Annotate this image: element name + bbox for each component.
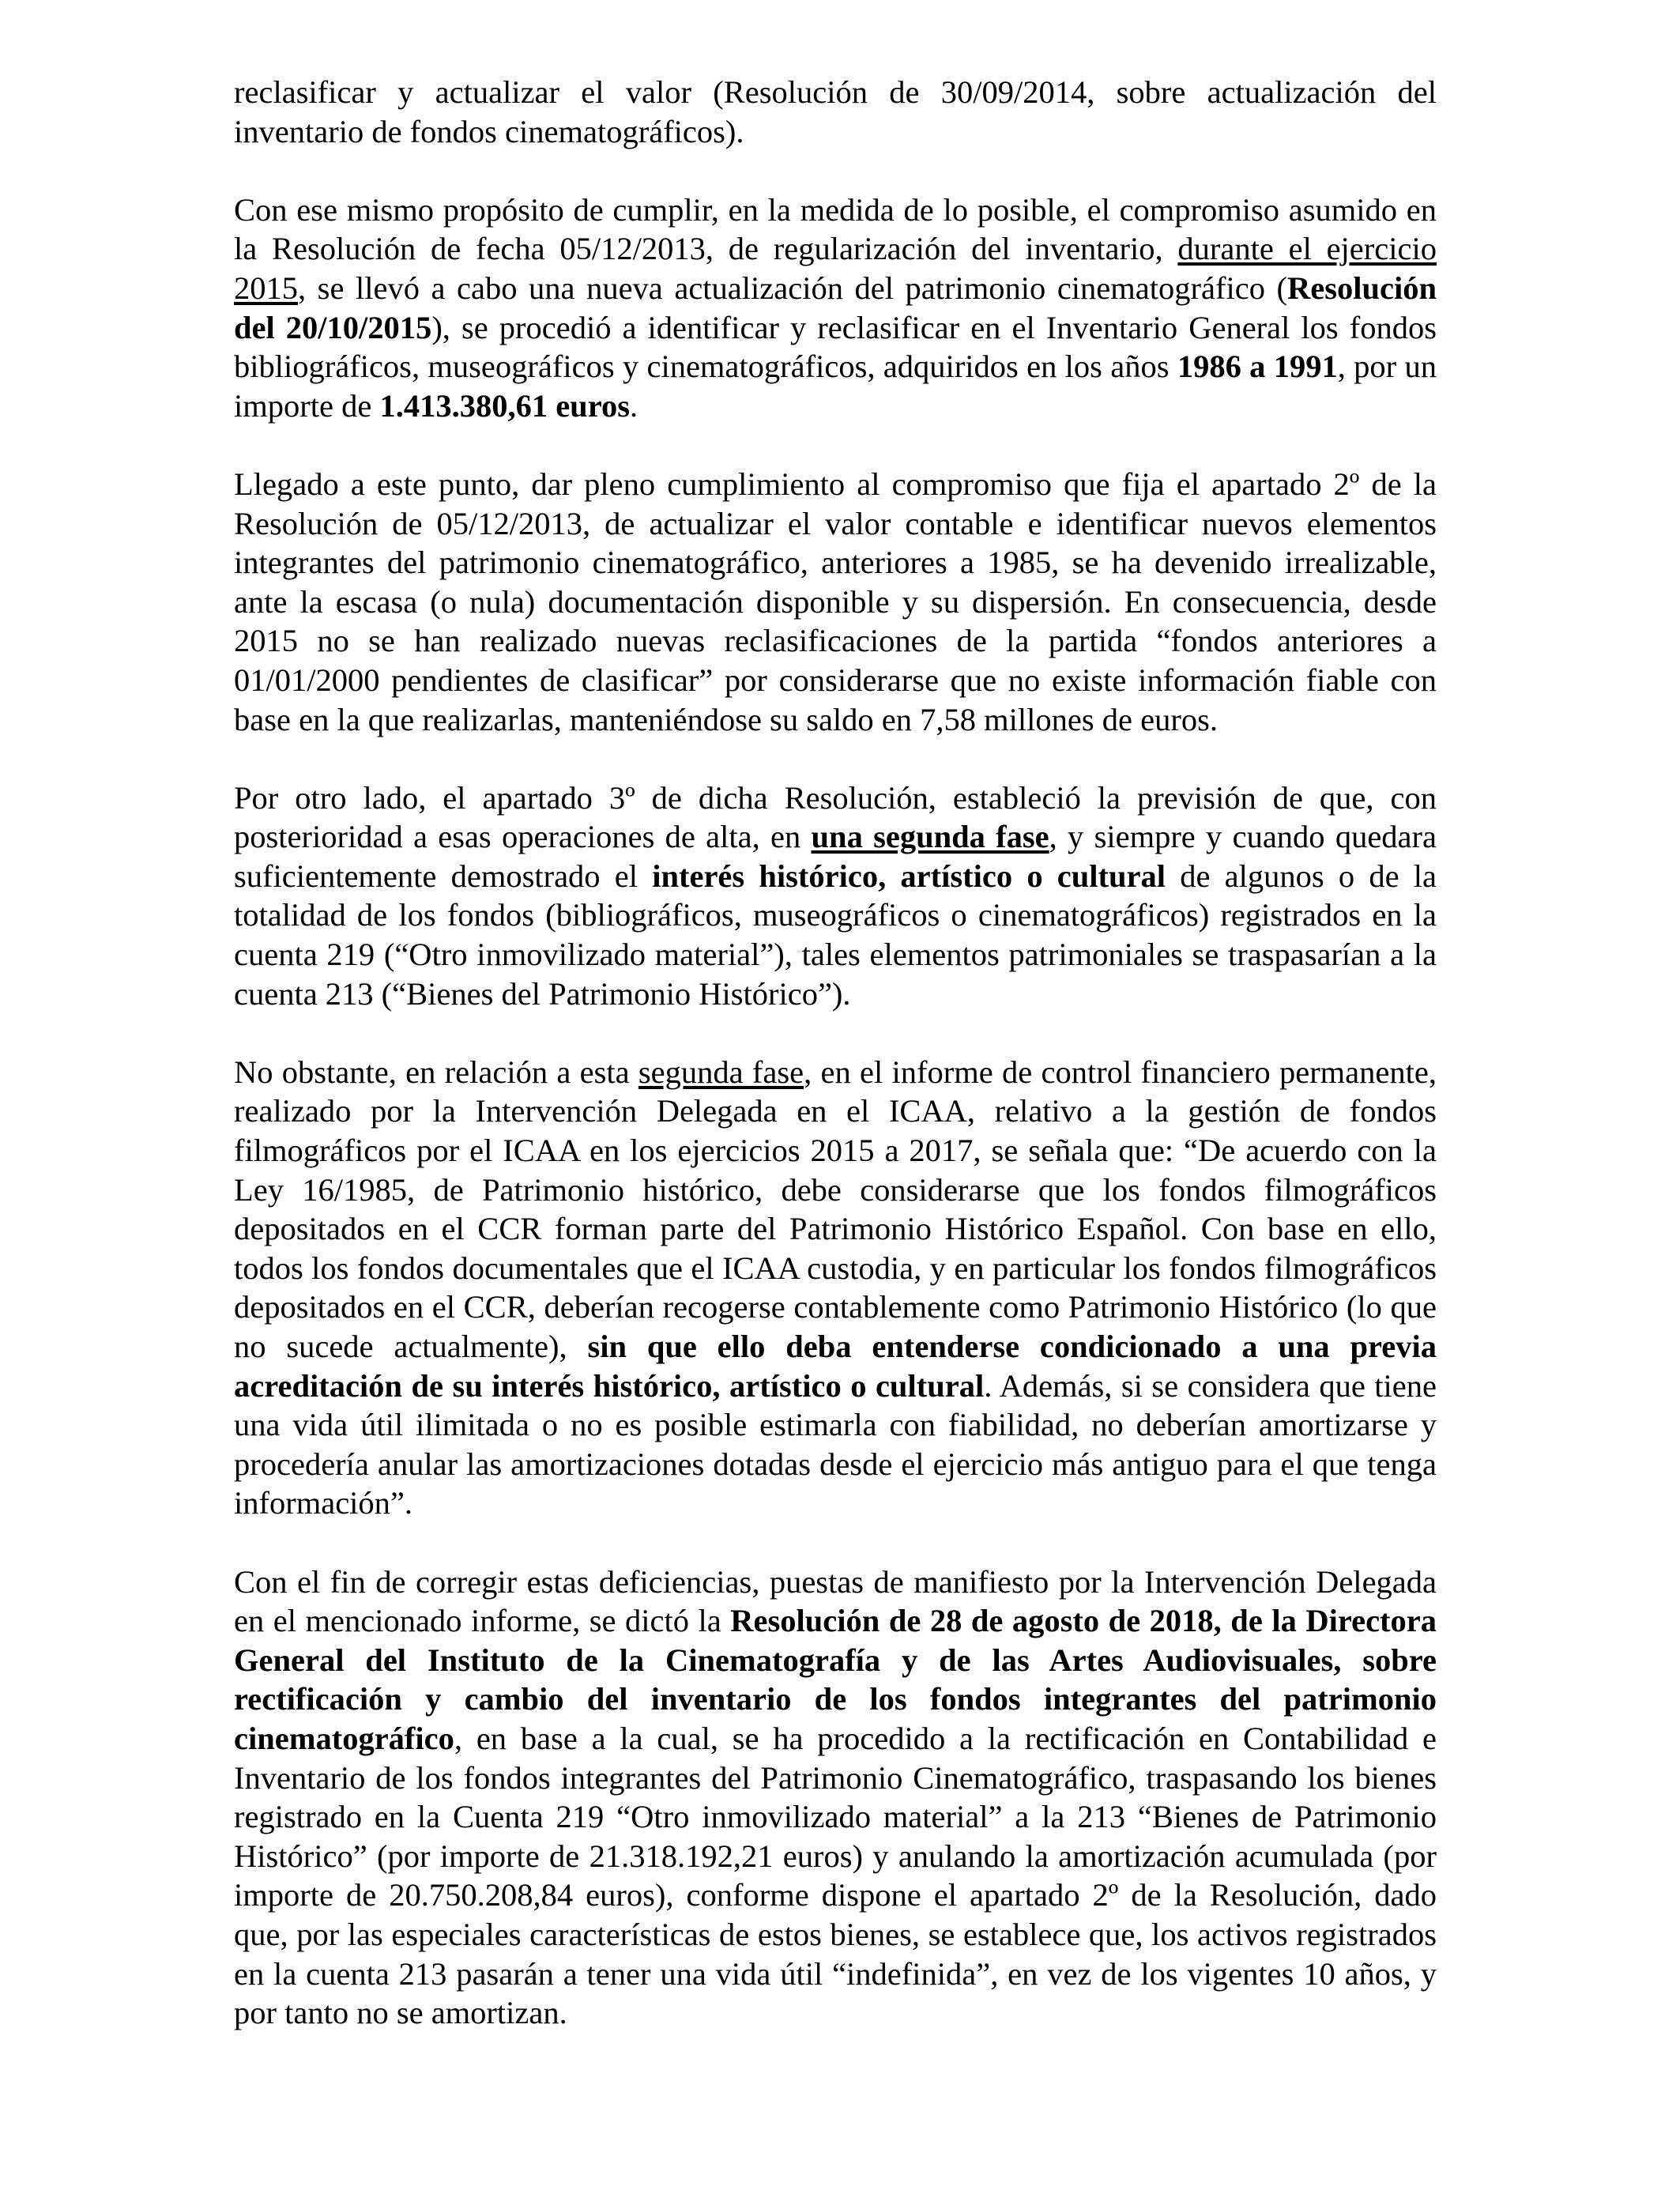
paragraph-2-text: . (629, 387, 638, 424)
bold-amount: 1.413.380,61 euros (379, 387, 630, 424)
paragraph-4 (234, 778, 1437, 1014)
paragraph-3-text: Llegado a este punto, dar pleno cumplimiento al compromiso que fija el apartado 2º de la Resolución de 05/12/2013, de actualizar el valor contable e identificar nuevos elementos integrantes del patrimonio cinematográfico, anteriores a 1985, se ha devenido irrealizable, ante la escasa (o nula) documentación disponible y su dispersión. En consecuencia, desde 2015 no se han realizado nuevas reclasificaciones de la partida “fondos anteriores a 01/01/2000 pendientes de clasificar” por considerarse que no existe información fiable con base en la que realizarlas, manteniéndose su saldo en 7,58 millones de euros. (234, 466, 1437, 737)
bold-underlined-segunda-fase (812, 819, 1049, 854)
bold-resolucion-28-agosto-2018: Resolución de 28 de agosto de 2018, de la Directora General del Instituto de la Cinematografía y de las Artes Audiovisuales, sobre rectificación y cambio del inventario de los fondos integrantes del patrimonio cinematográfico (234, 1603, 1437, 1756)
paragraph-5 (234, 1053, 1437, 1523)
paragraph-6-text: , en base a la cual, se ha procedido a la rectificación en Contabilidad e Inventario de los fondos integrantes del Patrimonio Cinematográfico, traspasando los bienes registrado en la Cuenta 219 “Otro inmovilizado material” a la 213 “Bienes de Patrimonio Histórico” (por importe de 21.318.192,21 euros) y anulando la amortización acumulada (por importe de 20.750.208,84 euros), conforme dispone el apartado 2º de la Resolución, dado que, por las especiales características de estos bienes, se establece que, los activos registrados en la cuenta 213 pasarán a tener una vida útil “indefinida”, en vez de los vigentes 10 años, y por tanto no se amortizan. (234, 1720, 1437, 2031)
paragraph-4-text: de algunos o de la totalidad de los fondos (bibliográficos, museográficos o cinematográficos) registrados en la cuenta 219 (“Otro inmovilizado material”), tales elementos patrimoniales se traspasarían a la cuenta 213 (“Bienes del Patrimonio Histórico”). (234, 858, 1437, 1012)
underlined-segunda-fase: segunda fase (638, 1054, 804, 1090)
paragraph-2 (234, 190, 1437, 426)
bold-years-range: 1986 a 1991 (1177, 349, 1338, 385)
paragraph-5-text: No obstante, en relación a esta (234, 1054, 638, 1090)
paragraph-1-text: reclasificar y actualizar el valor (Resolución de 30/09/2014, sobre actualización del inventario de fondos cinematográficos). (234, 74, 1437, 149)
paragraph-5-text: . Además, si se considera que tiene una vida útil ilimitada o no es posible estimarla con fiabilidad, no deberían amortizarse y procedería anular las amortizaciones dotadas desde el ejercicio más antiguo para el que tenga información”. (234, 1367, 1437, 1521)
paragraph-3 (234, 465, 1437, 739)
underlined-phrase-ejercicio-2015: durante el ejercicio 2015 (234, 231, 1437, 306)
bold-resolucion-20-10-2015: Resolución del 20/10/2015 (234, 270, 1437, 345)
paragraph-2-text: , por un importe de (234, 349, 1437, 424)
bold-interes-historico: interés histórico, artístico o cultural (652, 858, 1166, 894)
paragraph-2-text: , se llevó a cabo una nueva actualización del patrimonio cinematográfico ( (298, 270, 1287, 306)
document-body (234, 73, 1437, 2033)
paragraph-2-text: Con ese mismo propósito de cumplir, en la medida de lo posible, el compromiso asumido en la Resolución de fecha 05/12/2013, de regularización del inventario, (234, 191, 1437, 267)
paragraph-4-text: , y siempre y cuando quedara suficientemente demostrado el (234, 819, 1437, 894)
paragraph-6 (234, 1563, 1437, 2033)
bold-sin-que-ello-deba: sin que ello deba entenderse condicionado a una previa acreditación de su interés histórico, artístico o cultural (234, 1329, 1437, 1404)
paragraph-1 (234, 73, 1437, 151)
paragraph-4-text: Por otro lado, el apartado 3º de dicha Resolución, estableció la previsión de que, con posterioridad a esas operaciones de alta, en (234, 779, 1437, 855)
paragraph-5-text: , en el informe de control financiero permanente, realizado por la Intervención Delegada en el ICAA, relativo a la gestión de fondos filmográficos por el ICAA en los ejercicios 2015 a 2017, se señala que: “De acuerdo con la Ley 16/1985, de Patrimonio histórico, debe considerarse que los fondos filmográficos depositados en el CCR forman parte del Patrimonio Histórico Español. Con base en ello, todos los fondos documentales que el ICAA custodia, y en particular los fondos filmográficos depositados en el CCR, deberían recogerse contablemente como Patrimonio Histórico (lo que no sucede actualmente), (234, 1054, 1437, 1364)
paragraph-2-text: ), se procedió a identificar y reclasificar en el Inventario General los fondos bibliográficos, museográficos y cinematográficos, adquiridos en los años (234, 309, 1437, 385)
bold-underlined-segunda-fase-text: una segunda fase (811, 819, 1049, 855)
paragraph-6-text: Con el fin de corregir estas deficiencias, puestas de manifiesto por la Intervención Delegada en el mencionado informe, se dictó la (234, 1563, 1437, 1639)
